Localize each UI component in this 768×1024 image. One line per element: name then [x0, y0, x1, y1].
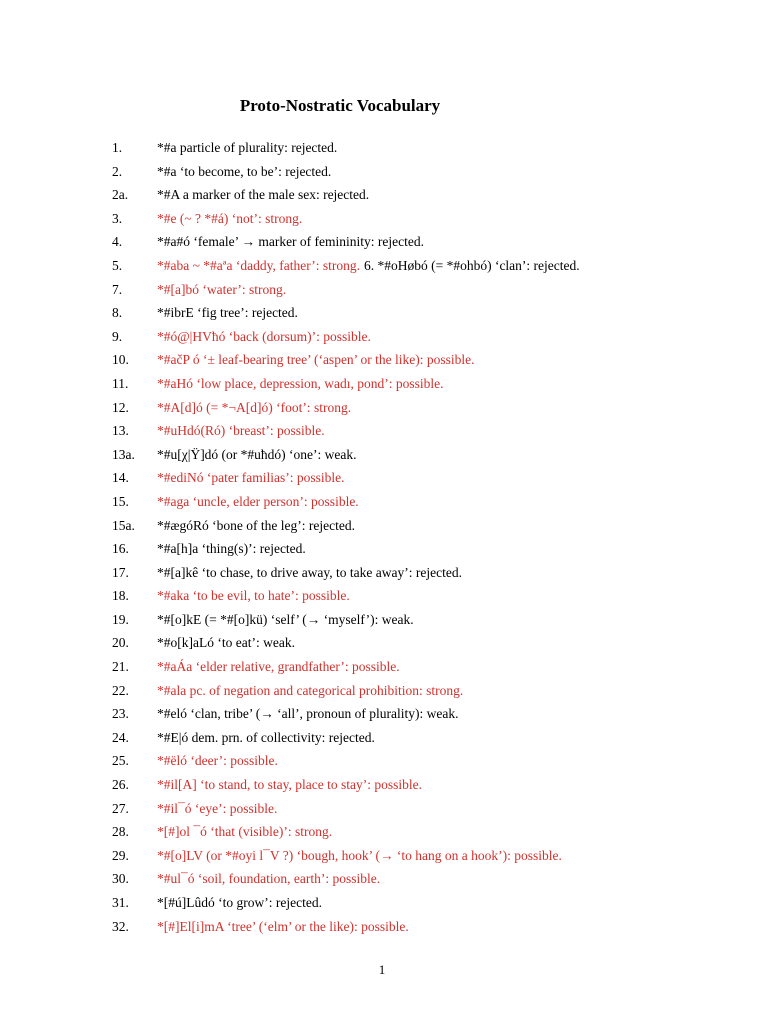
entry-text [157, 325, 371, 349]
entry-number: 21. [112, 659, 129, 675]
entry-main-text: *#aba ~ *#aªa ‘daddy, father’: strong. [157, 257, 360, 273]
entry-main-text: *#ul¯ó ‘soil, foundation, earth’: possible. [157, 871, 381, 887]
entry-number: 2a. [112, 187, 129, 203]
entry-text [157, 631, 295, 655]
list-item [0, 867, 768, 891]
entry-text [157, 278, 286, 302]
entry-text [157, 773, 422, 797]
entry-text [157, 230, 424, 254]
entry-number: 25. [112, 753, 129, 769]
entry-number: 13a. [112, 446, 135, 462]
list-item [0, 160, 768, 184]
entry-text [157, 608, 414, 632]
list-item [0, 419, 768, 443]
entry-text [157, 136, 337, 160]
entry-number: 11. [112, 375, 129, 391]
page-title-text: Proto-Nostratic Vocabulary [239, 96, 441, 115]
entry-main-text: *[#]ol ¯ó ‘that (visible)’: strong. [157, 824, 333, 840]
entry-main-text: *#a ‘to become, to be’: rejected. [157, 163, 332, 179]
list-item [0, 136, 768, 160]
entry-number: 17. [112, 564, 129, 580]
entry-text [157, 183, 369, 207]
entry-text [157, 301, 298, 325]
list-item [0, 797, 768, 821]
entry-text [157, 419, 325, 443]
entry-number: 31. [112, 895, 129, 910]
entry-text [157, 915, 409, 939]
list-item [0, 348, 768, 372]
page-title [0, 96, 680, 116]
entry-number: 26. [112, 777, 129, 793]
entry-text [157, 207, 302, 231]
entry-number: 24. [112, 729, 129, 745]
list-item [0, 608, 768, 632]
list-item [0, 773, 768, 797]
entry-main-text: *#a#ó ‘female’ → marker of femininity: rejected. [157, 234, 425, 250]
entry-main-text: *#il¯ó ‘eye’: possible. [157, 800, 278, 816]
entry-number: 5. [112, 257, 123, 273]
entry-text [157, 891, 322, 915]
entry-main-text: *#A a marker of the male sex: rejected. [157, 187, 370, 203]
entry-main-text: *#ëló ‘deer’: possible. [157, 753, 278, 769]
list-item [0, 561, 768, 585]
entry-text [157, 160, 331, 184]
list-item [0, 278, 768, 302]
entry-number: 10. [112, 352, 129, 368]
entry-main-text: *#a[h]a ‘thing(s)’: rejected. [157, 541, 306, 557]
list-item [0, 466, 768, 490]
entry-number: 23. [112, 706, 129, 722]
page-number-text: 1 [378, 962, 386, 977]
entry-text [157, 584, 350, 608]
entry-main-text: *#a particle of plurality: rejected. [157, 140, 338, 155]
entry-main-text: *#e (~ ? *#á) ‘not’: strong. [157, 210, 303, 226]
list-item [0, 207, 768, 231]
list-item [0, 372, 768, 396]
entry-text [157, 348, 475, 372]
entry-number: 27. [112, 800, 129, 816]
page-number [0, 962, 768, 978]
list-item [0, 301, 768, 325]
entry-number: 9. [112, 328, 123, 344]
entry-number: 15a. [112, 517, 135, 533]
entry-number: 18. [112, 588, 129, 604]
entry-inline-extra: 6. *#oHøbó (= *#ohbó) ‘clan’: rejected. [363, 257, 580, 273]
list-item [0, 891, 768, 915]
entry-main-text: *#E|ó dem. prn. of collectivity: rejected. [157, 729, 375, 745]
list-item [0, 514, 768, 538]
list-item [0, 443, 768, 467]
entry-text [157, 679, 463, 703]
list-item [0, 749, 768, 773]
list-item [0, 820, 768, 844]
entry-text [157, 372, 443, 396]
entry-text [157, 514, 355, 538]
entry-number: 32. [112, 918, 129, 934]
entry-text [157, 561, 462, 585]
entry-main-text: *#ó@|HVħó ‘back (dorsum)’: possible. [157, 328, 371, 344]
list-item [0, 396, 768, 420]
entry-main-text: *#aHó ‘low place, depression, wadı, pond’: possible. [157, 375, 444, 391]
entry-main-text: *#ediNó ‘pater familias’: possible. [157, 470, 345, 486]
entry-main-text: *#ægóRó ‘bone of the leg’: rejected. [157, 517, 355, 533]
list-item [0, 537, 768, 561]
entry-main-text: *#ibrE ‘fig tree’: rejected. [157, 305, 298, 321]
entry-main-text: *#eló ‘clan, tribe’ (→ ‘all’, pronoun of plurality): weak. [157, 706, 459, 722]
entry-text [157, 820, 332, 844]
list-item [0, 230, 768, 254]
entry-number: 20. [112, 635, 129, 651]
entry-text [157, 655, 400, 679]
entry-main-text: *#ala pc. of negation and categorical prohibition: strong. [157, 682, 464, 698]
vocabulary-list [0, 136, 768, 938]
entry-text [157, 490, 359, 514]
entry-main-text: *#aÁa ‘elder relative, grandfather’: possible. [157, 659, 400, 675]
entry-text [157, 797, 277, 821]
entry-text [157, 749, 278, 773]
entry-main-text: *#[o]kE (= *#[o]kü) ‘self’ (→ ‘myself’): weak. [157, 611, 414, 627]
entry-main-text: *#il[A] ‘to stand, to stay, place to stay’: possible. [157, 777, 422, 793]
entry-main-text: *#ačP ó ‘± leaf-bearing tree’ (‘aspen’ or the like): possible. [157, 352, 475, 368]
list-item [0, 915, 768, 939]
list-item [0, 325, 768, 349]
entry-number: 1. [112, 140, 123, 155]
entry-text [157, 254, 580, 278]
entry-number: 16. [112, 541, 129, 557]
entry-text [157, 844, 562, 868]
entry-number: 7. [112, 281, 123, 297]
entry-number: 14. [112, 470, 129, 486]
entry-main-text: *#o[k]aLó ‘to eat’: weak. [157, 635, 295, 651]
entry-number: 19. [112, 611, 129, 627]
entry-main-text: *#A[d]ó (= *¬A[d]ó) ‘foot’: strong. [157, 399, 352, 415]
entry-text [157, 466, 344, 490]
list-item [0, 254, 768, 278]
entry-main-text: *#aka ‘to be evil, to hate’: possible. [157, 588, 350, 604]
list-item [0, 655, 768, 679]
entry-text [157, 396, 351, 420]
list-item [0, 679, 768, 703]
entry-number: 4. [112, 234, 123, 250]
entry-main-text: *#uHdó(Ró) ‘breast’: possible. [157, 423, 325, 439]
list-item [0, 631, 768, 655]
entry-number: 3. [112, 210, 123, 226]
entry-number: 15. [112, 493, 129, 509]
entry-main-text: *[#ú]Lûdó ‘to grow’: rejected. [157, 895, 322, 910]
entry-text [157, 537, 306, 561]
list-item [0, 584, 768, 608]
entry-number: 22. [112, 682, 129, 698]
entry-number: 29. [112, 847, 129, 863]
entry-number: 12. [112, 399, 129, 415]
entry-main-text: *#[a]kê ‘to chase, to drive away, to take away’: rejected. [157, 564, 462, 580]
list-item [0, 726, 768, 750]
entry-number: 28. [112, 824, 129, 840]
list-item [0, 702, 768, 726]
entry-main-text: *#aga ‘uncle, elder person’: possible. [157, 493, 359, 509]
entry-main-text: *#[o]LV (or *#oyi l¯V ?) ‘bough, hook’ (→ ‘to hang on a hook’): possible. [157, 847, 562, 863]
entry-number: 8. [112, 305, 123, 321]
list-item [0, 183, 768, 207]
entry-text [157, 867, 380, 891]
entry-number: 2. [112, 163, 123, 179]
list-item [0, 844, 768, 868]
entry-text [157, 702, 459, 726]
entry-text [157, 726, 375, 750]
list-item [0, 490, 768, 514]
entry-text [157, 443, 357, 467]
entry-main-text: *[#]El[i]mA ‘tree’ (‘elm’ or the like): possible. [157, 918, 409, 934]
entry-number: 13. [112, 423, 129, 439]
entry-main-text: *#u[χ|Ÿ]dó (or *#uħdó) ‘one’: weak. [157, 446, 357, 462]
entry-number: 30. [112, 871, 129, 887]
entry-main-text: *#[a]bó ‘water’: strong. [157, 281, 287, 297]
